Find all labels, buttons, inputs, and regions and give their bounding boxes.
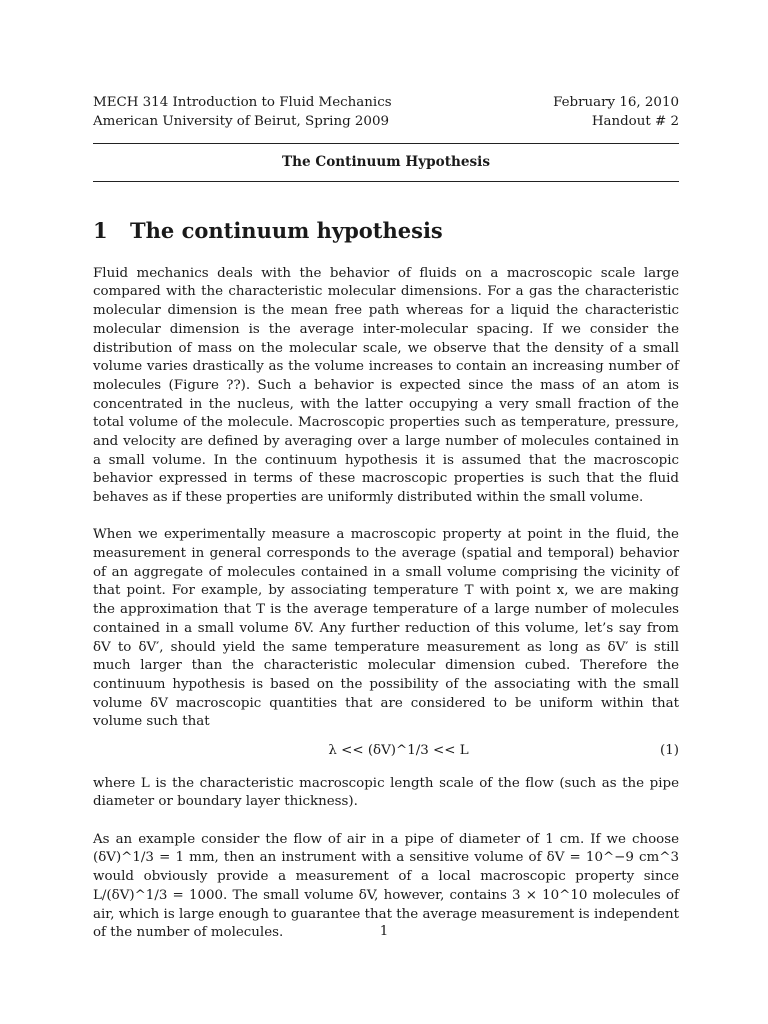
document-page [93, 94, 679, 961]
page-header [93, 94, 679, 131]
paragraph-4: As an example consider the flow of air in a pipe of diameter of 1 cm. If we choose (δV)^1/3 = 1 mm, then an instrument with a sensitive volume of δV = 10^−9 cm^3 would obviously provide a measurement of a local macroscopic property since L/(δV)^1/3 = 1000. The small volume δV, however, contains 3 × 10^10 molecules of air, which is large enough to guarantee that the average measurement is independent of the number of molecules. [93, 831, 679, 941]
equation-body: λ << (δV)^1/3 << L [328, 743, 469, 759]
equation-1 [93, 742, 679, 761]
section-number: 1 [93, 217, 108, 243]
page-number: 1 [379, 924, 389, 939]
paragraph-3: where L is the characteristic macroscopic length scale of the flow (such as the pipe diameter or boundary layer thickness). [93, 775, 679, 810]
university-term: American University of Beirut, Spring 2009 [93, 113, 389, 129]
paragraph-1: Fluid mechanics deals with the behavior of fluids on a macroscopic scale large compared with the characteristic molecular dimensions. For a gas the characteristic molecular dimension is the mean free path whereas for a liquid the characteristic molecular dimension is the average inter-molecular spacing. If we consider the distribution of mass on the molecular scale, we observe that the density of a small volume varies drastically as the volume increases to contain an increasing number of molecules (Figure ??). Such a behavior is expected since the mass of an atom is concentrated in the nucleus, with the latter occupying a very small fraction of the total volume of the molecule. Macroscopic properties such as temperature, pressure, and velocity are defined by averaging over a large number of molecules contained in a small volume. In the continuum hypothesis it is assumed that the macroscopic behavior expressed in terms of these macroscopic properties is such that the fluid behaves as if these properties are uniformly distributed within the small volume. [93, 265, 679, 506]
section-title: The continuum hypothesis [130, 217, 443, 243]
course-name: MECH 314 Introduction to Fluid Mechanics [93, 95, 392, 110]
section-heading [93, 218, 679, 244]
header-date: February 16, 2010 [553, 95, 679, 110]
paragraph-2: When we experimentally measure a macroscopic property at point in the fluid, the measurement in general corresponds to the average (spatial and temporal) behavior of an aggregate of molecules contained in a small volume comprising the vicinity of that point. For example, by associating temperature T with point x, we are making the approximation that T is the average temperature of a large number of molecules contained in a small volume δV. Any further reduction of this volume, let’s say from δV to δV′, should yield the same temperature measurement as long as δV′ is still much larger than the characteristic molecular dimension cubed. Therefore the continuum hypothesis is based on the possibility of the associating with the small volume δV macroscopic quantities that are considered to be uniform within that volume such that [93, 527, 679, 730]
handout-number: Handout # 2 [591, 113, 679, 129]
header-rule-bottom [93, 181, 679, 182]
equation-label: (1) [660, 743, 679, 759]
document-title: The Continuum Hypothesis [282, 154, 490, 170]
